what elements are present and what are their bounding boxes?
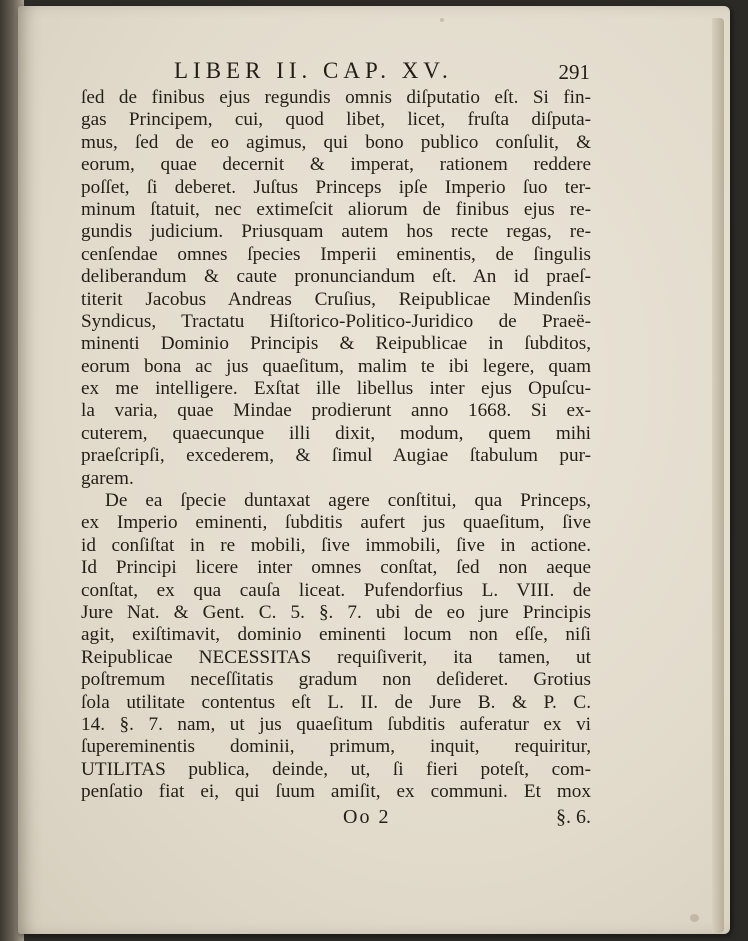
text-line: id conſiſtat in re mobili, ſive immobili, ſive in actione. <box>81 534 591 556</box>
running-title: LIBER II. CAP. XV. <box>174 58 453 83</box>
text-line: gas Principem, cui, quod libet, licet, fruſta diſputa- <box>81 109 591 131</box>
text-line: ex me intelligere. Exſtat ille libellus inter ejus Opuſcu- <box>81 378 591 400</box>
paper-spot <box>440 18 444 22</box>
text-line: deliberandum & caute pronunciandum eſt. An id praeſ- <box>81 266 591 288</box>
paper-spot <box>690 914 699 922</box>
text-line: Id Principi licere inter omnes conſtat, ſed non aeque <box>81 557 591 579</box>
text-line: conſtat, ex qua cauſa liceat. Pufendorfius L. VIII. de <box>81 579 591 601</box>
text-line: cenſendae omnes ſpecies Imperii eminentis, de ſingulis <box>81 243 591 265</box>
page-edge <box>712 18 724 933</box>
text-line: minenti Dominio Principis & Reipublicae in ſubditos, <box>81 333 591 355</box>
text-line: Jure Nat. & Gent. C. 5. §. 7. ubi de eo jure Principis <box>81 601 591 623</box>
text-line: mus, ſed de eo agimus, qui bono publico conſulit, & <box>81 131 591 153</box>
text-line: UTILITAS publica, deinde, ut, ſi fieri poteſt, com- <box>81 758 591 780</box>
text-line: la varia, quae Mindae prodierunt anno 1668. Si ex- <box>81 400 591 422</box>
text-line: eorum, quae decernit & imperat, rationem reddere <box>81 154 591 176</box>
text-line: penſatio fiat ei, qui ſuum amiſit, ex communi. Et mox <box>81 781 591 803</box>
text-line: garem. <box>81 467 134 489</box>
text-line: agit, exiſtimavit, dominio eminenti locum non eſſe, niſi <box>81 624 591 646</box>
text-line: eorum bona ac jus quaeſitum, malim te ibi legere, quam <box>81 355 591 377</box>
text-line: poſſet, ſi deberet. Juſtus Princeps ipſe Imperio ſuo ter- <box>81 176 591 198</box>
signature-mark: Oo 2 <box>343 806 391 828</box>
text-line: minum ſtatuit, nec extimeſcit aliorum de finibus ejus re- <box>81 198 591 220</box>
text-line: Syndicus, Tractatu Hiſtorico-Politico-Juridico de Praeë- <box>81 310 591 332</box>
text-line: poſtremum neceſſitatis gradum non deſideret. Grotius <box>81 669 591 691</box>
text-line: De ea ſpecie duntaxat agere conſtitui, qua Princeps, <box>105 490 591 512</box>
text-line: ſupereminentis dominii, primum, inquit, requiritur, <box>81 736 591 758</box>
text-line: titerit Jacobus Andreas Cruſius, Reipublicae Mindenſis <box>81 288 591 310</box>
text-line: Reipublicae NECESSITAS requiſiverit, ita tamen, ut <box>81 646 591 668</box>
body-text <box>81 87 591 804</box>
text-line: ex Imperio eminenti, ſubditis aufert jus quaeſitum, ſive <box>81 512 591 534</box>
text-line: praeſcripſi, excederem, & ſimul Augiae ſtabulum pur- <box>81 445 591 467</box>
catchword: §. 6. <box>556 806 591 828</box>
page-footer <box>81 806 591 832</box>
text-line: 14. §. 7. nam, ut jus quaeſitum ſubditis auferatur ex vi <box>81 713 591 735</box>
page-number: 291 <box>558 60 590 84</box>
text-line: ſola utilitate contentus eſt L. II. de Jure B. & P. C. <box>81 691 591 713</box>
text-line: ſed de finibus ejus regundis omnis diſputatio eſt. Si fin- <box>81 87 591 108</box>
text-line: gundis judicium. Priusquam autem hos recte regas, re- <box>81 221 591 243</box>
text-line: cuterem, quaecunque illi dixit, modum, quem mihi <box>81 422 591 444</box>
page-header <box>150 58 590 88</box>
